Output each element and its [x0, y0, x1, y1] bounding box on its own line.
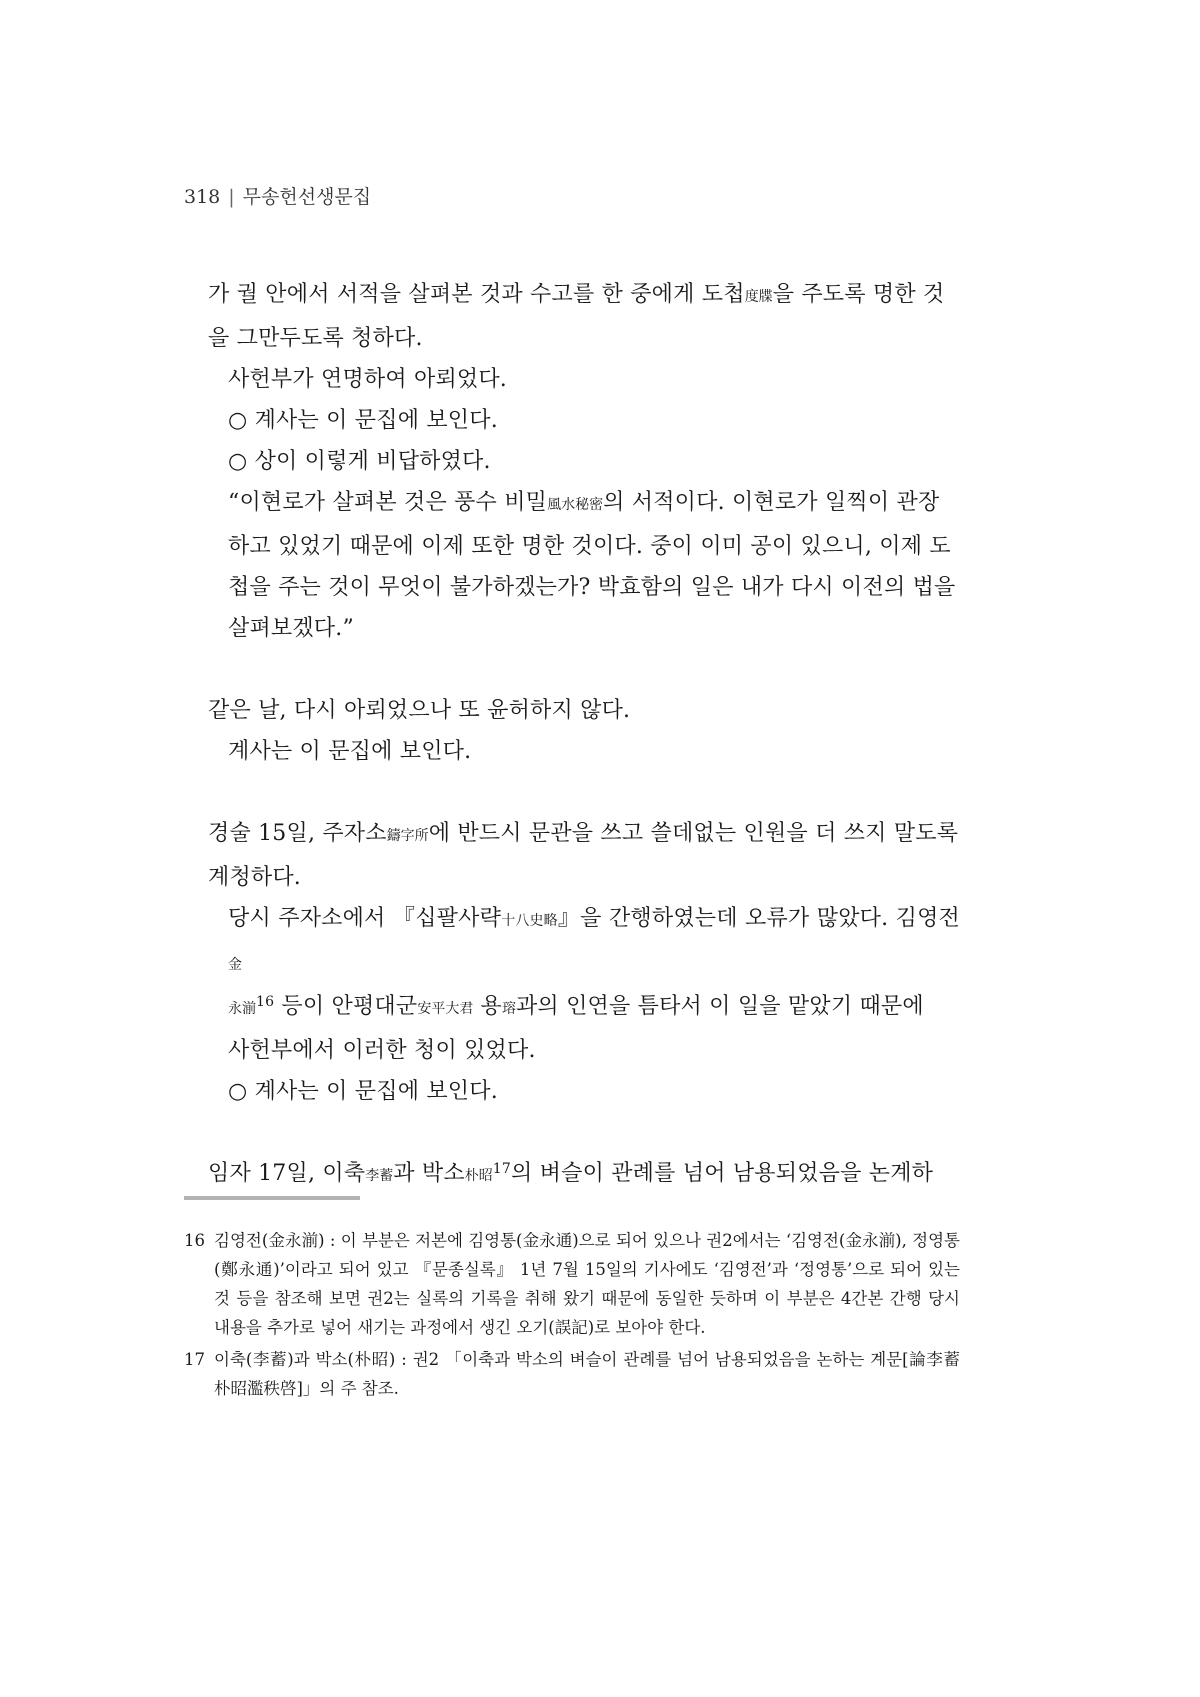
text-line: [208, 986, 960, 1030]
text-span: 에 반드시 문관을 쓰고 쓸데없는 인원을 더 쓰지 말도록: [428, 821, 959, 846]
footnote-16: [184, 1226, 960, 1342]
text-line: [208, 731, 960, 772]
text-line: [208, 441, 960, 482]
text-span: 』을 간행하였는데 오류가 많았다. 김영전: [557, 906, 960, 931]
text-span: 살펴보겠다.”: [228, 616, 354, 641]
text-line: [208, 1071, 960, 1112]
footnote-divider: [184, 1196, 360, 1200]
text-span: ○ 계사는 이 문집에 보인다.: [228, 1079, 498, 1104]
text-line: [208, 1030, 960, 1071]
text-span: 사헌부에서 이러한 청이 있었다.: [228, 1038, 536, 1063]
text-span: 과 박소: [393, 1161, 465, 1186]
text-span: 의 벼슬이 관례를 넘어 남용되었음을 논계하: [511, 1161, 934, 1186]
text-span: 계청하다.: [208, 865, 302, 890]
text-span: 사헌부가 연명하여 아뢰었다.: [228, 367, 508, 392]
text-span: 첩을 주는 것이 무엇이 불가하겠는가? 박효함의 일은 내가 다시 이전의 법을: [228, 575, 956, 600]
paragraph-gap: [208, 649, 960, 690]
text-span: 당시 주자소에서 『십팔사략: [228, 906, 502, 931]
text-line: [208, 359, 960, 400]
text-span: 의 서적이다. 이현로가 일찍이 관장: [603, 490, 940, 515]
text-span: ○ 계사는 이 문집에 보인다.: [228, 408, 498, 433]
text-span: 을 그만두도록 청하다.: [208, 326, 423, 351]
text-line: [208, 400, 960, 441]
text-span: 가 궐 안에서 서적을 살펴본 것과 수고를 한 중에게 도첩: [208, 282, 745, 307]
text-span: ○ 상이 이렇게 비답하였다.: [228, 449, 491, 474]
text-line: [208, 813, 960, 857]
text-line: [208, 567, 960, 608]
footnote-ref-17[interactable]: 17: [492, 1161, 512, 1177]
text-line: [208, 526, 960, 567]
hanja-gloss: 十八史略: [501, 913, 558, 929]
text-line: [208, 274, 960, 318]
text-line: [208, 1153, 960, 1197]
text-span: 계사는 이 문집에 보인다.: [228, 739, 472, 764]
text-line: [208, 318, 960, 359]
hanja-gloss: 鑄字所: [386, 828, 429, 844]
running-head-separator: |: [228, 186, 235, 208]
text-span: 과의 인연을 틈타서 이 일을 맡았기 때문에: [515, 994, 924, 1019]
text-line: [208, 690, 960, 731]
text-line: [208, 898, 960, 986]
text-line: [208, 608, 960, 649]
hanja-gloss: 朴昭: [464, 1168, 493, 1184]
text-span: 같은 날, 다시 아뢰었으나 또 윤허하지 않다.: [208, 698, 631, 723]
text-span: 경술 15일, 주자소: [208, 821, 387, 846]
hanja-gloss: 李蓄: [365, 1168, 394, 1184]
footnote-ref-16[interactable]: 16: [256, 994, 275, 1010]
hanja-gloss: 永湔: [228, 1001, 256, 1017]
footnotes: [184, 1226, 960, 1406]
hanja-gloss: 風水秘密: [547, 497, 604, 513]
page-number: 318: [184, 186, 221, 208]
main-text: [208, 274, 960, 1197]
text-line: [208, 857, 960, 898]
text-line: [208, 482, 960, 526]
hanja-gloss: 安平大君: [417, 1001, 474, 1017]
footnote-text: 이축(李蓄)과 박소(朴昭) : 권2 「이축과 박소의 벼슬이 관례를 넘어 남용되었음을 논하는 계문[論李蓄朴昭濫秩啓]」의 주 참조.: [214, 1350, 960, 1398]
text-span: “이현로가 살펴본 것은 풍수 비밀: [228, 490, 548, 515]
paragraph-gap: [208, 1112, 960, 1153]
paragraph-gap: [208, 772, 960, 813]
hanja-gloss: 度牒: [744, 289, 773, 305]
footnote-17: [184, 1345, 960, 1403]
running-head: [184, 184, 371, 210]
text-span: 을 주도록 명한 것: [772, 282, 945, 307]
text-span: 임자 17일, 이축: [208, 1161, 366, 1186]
book-title: 무송헌선생문집: [242, 186, 372, 208]
footnote-number: 16: [184, 1231, 205, 1250]
text-span: 용: [473, 994, 502, 1019]
footnote-text: 김영전(金永湔) : 이 부분은 저본에 김영통(金永通)으로 되어 있으나 권2에서는 ‘김영전(金永湔), 정영통(鄭永通)’이라고 되어 있고 『문종실록』 1년 7월 15일의 기사에도 ‘김영전’과 ‘정영통’으로 되어 있는 것 등을 참조해 보면 권2는 실록의 기록을 취해 왔기 때문에 동일한 듯하며 이 부분은 4간본 간행 당시 내용을 추가로 넣어 새기는 과정에서 생긴 오기(誤記)로 보아야 한다.: [214, 1231, 960, 1337]
hanja-gloss: 金: [228, 957, 242, 973]
footnote-number: 17: [184, 1350, 205, 1369]
text-span: 하고 있었기 때문에 이제 또한 명한 것이다. 중이 이미 공이 있으니, 이제 도: [228, 534, 951, 559]
hanja-gloss: 瑢: [501, 1001, 516, 1017]
text-span: 등이 안평대군: [274, 994, 418, 1019]
